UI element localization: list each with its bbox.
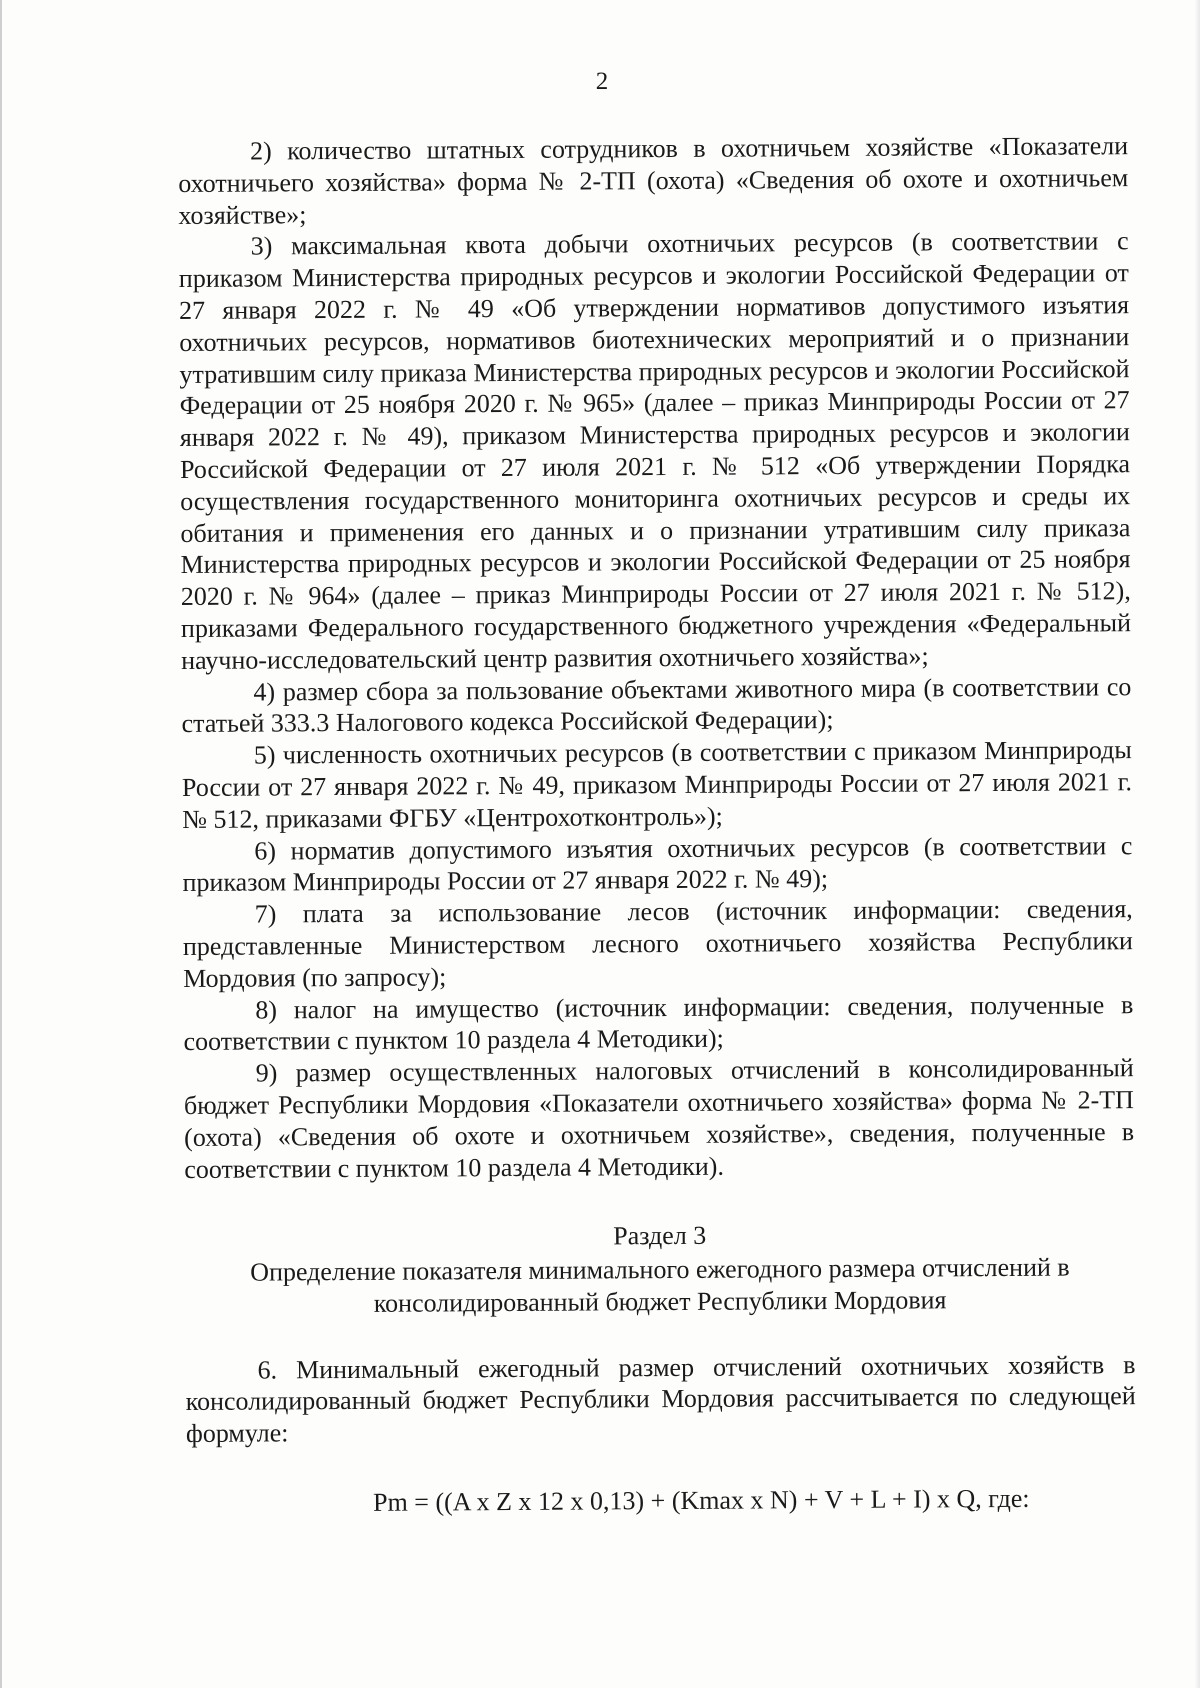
paragraph-item-8: 8) налог на имущество (источник информации: сведения, полученные в соответствии с пунктом 10 раздела 4 Методики); bbox=[183, 989, 1134, 1057]
paragraph-item-6: 6) норматив допустимого изъятия охотничьих ресурсов (в соответствии с приказом Минприроды России от 27 января 2022 г. № 49); bbox=[182, 830, 1133, 898]
paragraph-item-5: 5) численность охотничьих ресурсов (в соответствии с приказом Минприроды России от 27 января 2022 г. № 49, приказом Минприроды России от 27 июля 2021 г. № 512, приказами ФГБУ «Центрохотконтроль»); bbox=[181, 735, 1133, 834]
scan-edge bbox=[1194, 0, 1200, 1688]
section-title: Определение показателя минимального ежегодного размера отчислений в консолидированный бюджет Республики Мордовия bbox=[250, 1252, 1070, 1318]
paragraph-item-9: 9) размер осуществленных налоговых отчислений в консолидированный бюджет Республики Мордовия «Показатели охотничьего хозяйства» форма № 2-ТП (охота) «Сведения об охоте и охотничьем хозяйстве», сведения, полученные в соответствии с пунктом 10 раздела 4 Методики). bbox=[183, 1053, 1135, 1184]
formula: Pm = ((A x Z x 12 x 0,13) + (Kmax x N) + V + L + I) x Q, где: bbox=[372, 1483, 1030, 1517]
section-number: Раздел 3 bbox=[613, 1221, 707, 1251]
paragraph-item-4: 4) размер сбора за пользование объектами животного мира (в соответствии со статьей 333.3 Налогового кодекса Российской Федерации); bbox=[181, 671, 1132, 739]
page-number: 2 bbox=[595, 68, 609, 95]
section-heading bbox=[185, 1217, 1136, 1320]
paragraph-item-7: 7) плата за использование лесов (источник информации: сведения, представленные Министерством лесного охотничьего хозяйства Республики Мордовия (по запросу); bbox=[182, 894, 1134, 993]
section-spacer bbox=[185, 1315, 1135, 1355]
paragraph-item-3: 3) максимальная квота добычи охотничьих ресурсов (в соответствии с приказом Министерства природных ресурсов и экологии Российской Федерации от 27 января 2022 г. № 49 «Об утверждении нормативов допустимого изъятия охотничьих ресурсов, нормативов биотехнических мероприятий и о признании утратившим силу приказа Министерства природных ресурсов и экологии Российской Федерации от 25 ноября 2020 г. № 965» (далее – приказ Минприроды России от 27 января 2022 г. № 49), приказом Министерства природных ресурсов и экологии Российской Федерации от 27 июля 2021 г. № 512 «Об утверждении Порядка осуществления государственного мониторинга охотничьих ресурсов и среды их обитания и применения его данных и о признании утратившим силу приказа Министерства природных ресурсов и экологии Российской Федерации от 25 ноября 2020 г. № 964» (далее – приказ Минприроды России от 27 июля 2021 г. № 512), приказами Федерального государственного бюджетного учреждения «Федеральный научно-исследовательский центр развития охотничьего хозяйства»; bbox=[178, 226, 1132, 675]
clause-6: 6. Минимальный ежегодный размер отчислений охотничьих хозяйств в консолидированный бюджет Республики Мордовия рассчитывается по следующей формуле: bbox=[185, 1349, 1136, 1449]
paragraph-item-2: 2) количество штатных сотрудников в охотничьем хозяйстве «Показатели охотничьего хозяйства» форма № 2-ТП (охота) «Сведения об охоте и охотничьем хозяйстве»; bbox=[178, 131, 1129, 230]
document-body bbox=[178, 130, 1136, 1520]
